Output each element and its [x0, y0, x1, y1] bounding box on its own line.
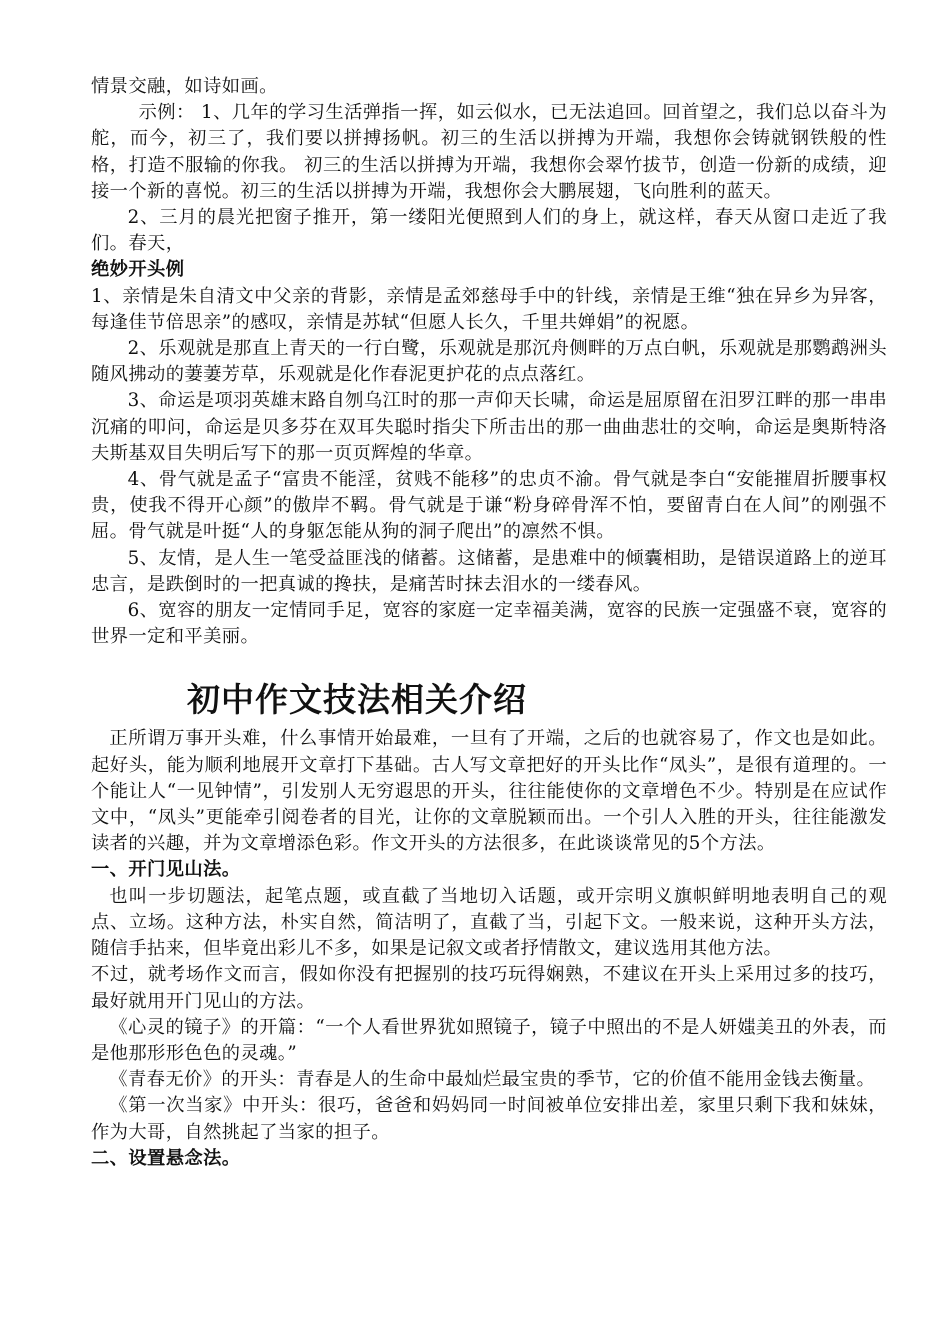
- example-mirror: 《心灵的镜子》的开篇：“一个人看世界犹如照镜子，镜子中照出的不是人妍媸美丑的外表，而是他那形形色色的灵魂。”: [91, 1016, 887, 1064]
- section-heading-direct: 一、开门见山法。: [91, 859, 241, 881]
- section-heading-suspense: 二、设置悬念法。: [91, 1147, 241, 1169]
- intro-paragraph: 正所谓万事开头难，什么事情开始最难，一旦有了开端，之后的也就容易了，作文也是如此。起好头，能为顺利地展开文章打下基础。古人写文章把好的开头比作“凤头”，是很有道理的。一个能让人“一见钟情”，引发别人无穷遐思的开头，往往能使你的文章增色不少。特别是在应试作文中，“凤头”更能牵引阅卷者的目光，让你的文章脱颖而出。一个引人入胜的开头，往往能激发读者的兴趣，并为文章增添色彩。作文开头的方法很多，在此谈谈常见的5个方法。: [91, 728, 887, 855]
- opening-example-1: 1、亲情是朱自清文中父亲的背影，亲情是孟郊慈母手中的针线，亲情是王维“独在异乡为异客，每逢佳节倍思亲”的感叹，亲情是苏轼“但愿人长久，千里共婵娟”的祝愿。: [91, 285, 887, 333]
- example-paragraph-2: 2、三月的晨光把窗子推开，第一缕阳光便照到人们的身上，就这样，春天从窗口走近了我们。春天，: [91, 207, 887, 255]
- opening-example-4: 4、骨气就是孟子“富贵不能淫，贫贱不能移”的忠贞不渝。骨气就是李白“安能摧眉折腰事权贵，使我不得开心颜”的傲岸不羁。骨气就是于谦“粉身碎骨浑不怕，要留青白在人间”的刚强不屈。骨气就是叶挺“人的身躯怎能从狗的洞子爬出”的凛然不惧。: [91, 469, 887, 543]
- example-first-home: 《第一次当家》中开头：很巧，爸爸和妈妈同一时间被单位安排出差，家里只剩下我和妹妹，作为大哥，自然挑起了当家的担子。: [91, 1095, 887, 1143]
- page-title: 初中作文技法相关介绍: [187, 680, 527, 720]
- direct-method-paragraph: 也叫一步切题法，起笔点题，或直截了当地切入话题，或开宗明义旗帜鲜明地表明自己的观点、立场。这种方法，朴实自然，简洁明了，直截了当，引起下文。一般来说，这种开头方法，随信手拈来，但毕竟出彩儿不多，如果是记叙文或者抒情散文，建议选用其他方法。: [91, 885, 887, 960]
- example-youth: 《青春无价》的开头：青春是人的生命中最灿烂最宝贵的季节，它的价值不能用金钱去衡量。: [109, 1069, 876, 1091]
- paragraph: 情景交融，如诗如画。: [91, 76, 278, 97]
- opening-example-6: 6、宽容的朋友一定情同手足，宽容的家庭一定幸福美满，宽容的民族一定强盛不衰，宽容的世界一定和平美丽。: [91, 600, 887, 648]
- document-page: [91, 74, 887, 1172]
- exam-advice-paragraph: 不过，就考场作文而言，假如你没有把握别的技巧玩得娴熟，不建议在开头上采用过多的技巧，最好就用开门见山的方法。: [91, 964, 887, 1012]
- opening-example-5: 5、友情，是人生一笔受益匪浅的储蓄。这储蓄，是患难中的倾囊相助，是错误道路上的逆耳忠言，是跌倒时的一把真诚的搀扶，是痛苦时抹去泪水的一缕春风。: [91, 547, 887, 595]
- opening-example-3: 3、命运是项羽英雄末路自刎乌江时的那一声仰天长啸，命运是屈原留在汨罗江畔的那一串串沉痛的叩问，命运是贝多芬在双耳失聪时指尖下所击出的那一曲曲悲壮的交响，命运是奥斯特洛夫斯基双目失明后写下的那一页页辉煌的华章。: [91, 390, 887, 464]
- opening-example-2: 2、乐观就是那直上青天的一行白鹭，乐观就是那沉舟侧畔的万点白帆，乐观就是那鹦鹉洲头随风拂动的萋萋芳草，乐观就是化作春泥更护花的点点落红。: [91, 338, 887, 386]
- section-heading-openings: 绝妙开头例: [91, 259, 185, 281]
- example-paragraph: 示例： 1、几年的学习生活弹指一挥，如云似水，已无法追回。回首望之，我们总以奋斗为舵，而今，初三了，我们要以拼搏扬帆。初三的生活以拼搏为开端，我想你会铸就钢铁般的性格，打造不服输的你我。 初三的生活以拼搏为开端，我想你会翠竹拔节，创造一份新的成绩，迎接一个新的喜悦。初三的生活以拼搏为开端，我想你会大鹏展翅，飞向胜利的蓝天。: [91, 102, 887, 202]
